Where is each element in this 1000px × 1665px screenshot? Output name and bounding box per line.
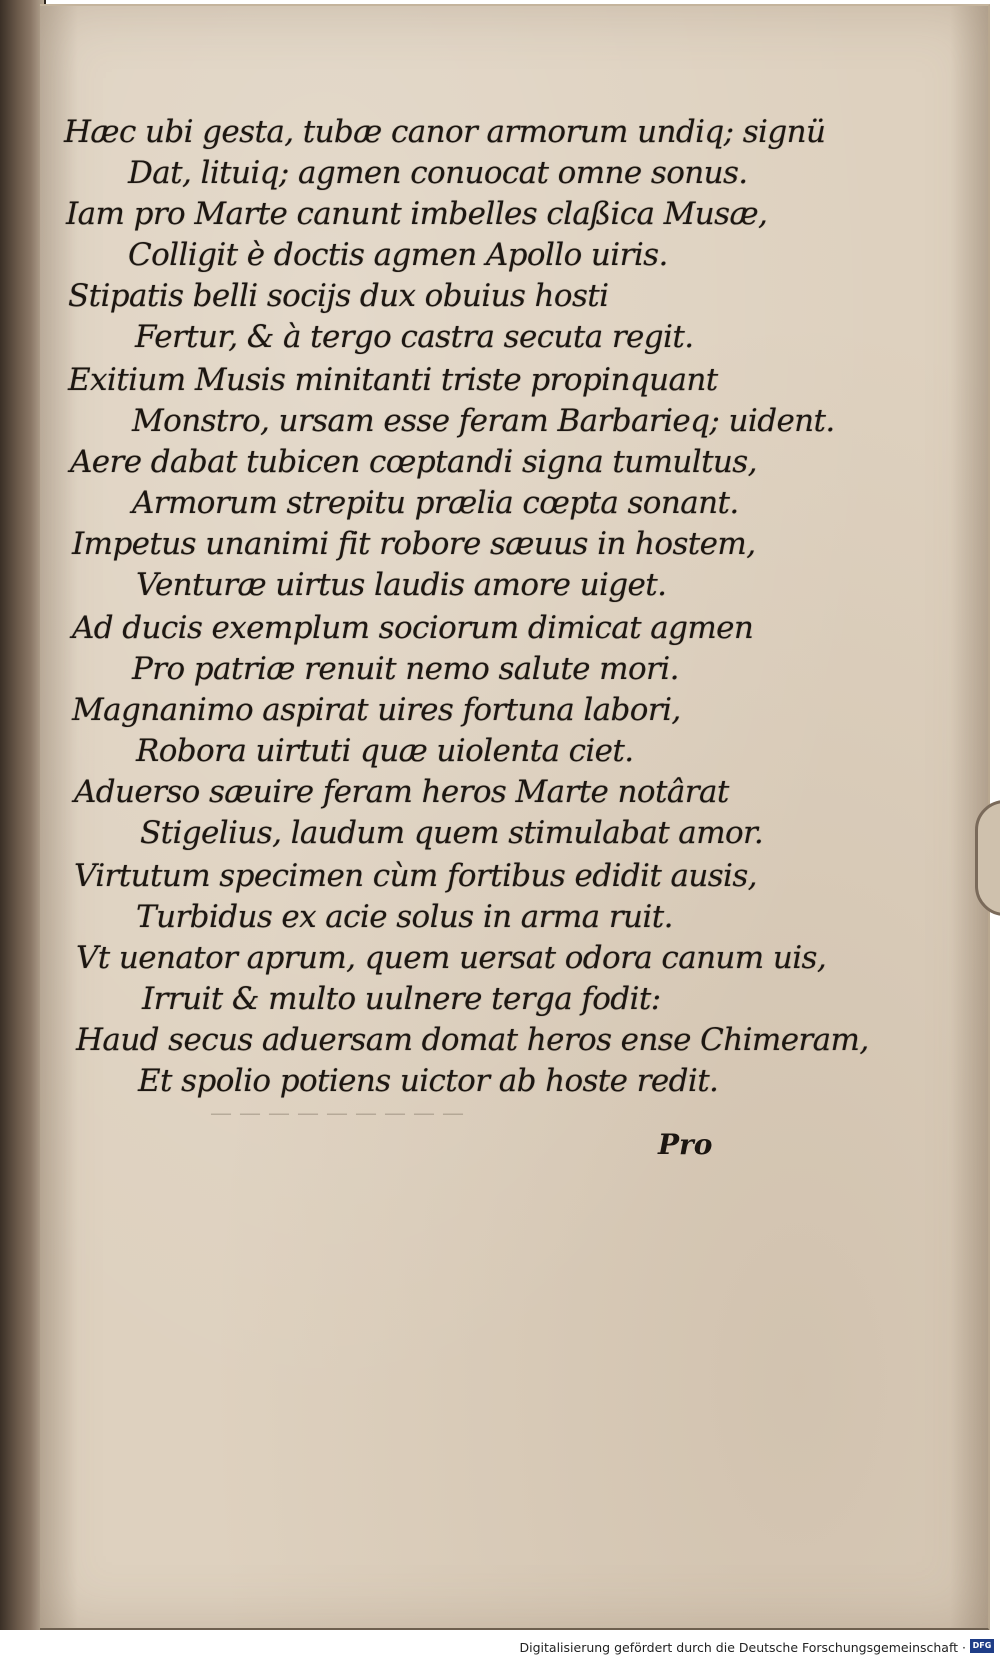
verse-line: Armorum strepitu prælia cœpta sonant. xyxy=(132,485,739,521)
verse-line: Fertur, & à tergo castra secuta regit. xyxy=(135,319,694,355)
verse-line: Haud secus aduersam domat heros ense Chimeram, xyxy=(76,1022,869,1058)
verse-line: Robora uirtuti quæ uiolenta ciet. xyxy=(136,733,634,769)
verse-line: Venturæ uirtus laudis amore uiget. xyxy=(136,567,667,603)
catchword: Pro xyxy=(658,1128,713,1161)
verse-line: Turbidus ex acie solus in arma ruit. xyxy=(136,899,673,935)
page-clasp xyxy=(975,800,1000,916)
verse-line: Magnanimo aspirat uires fortuna labori, xyxy=(72,692,681,728)
verse-line: Colligit è doctis agmen Apollo uiris. xyxy=(128,237,668,273)
show-through-text: — — — — — — — — — xyxy=(210,1101,464,1126)
funding-credit: Digitalisierung gefördert durch die Deutsche Forschungsgemeinschaft · xyxy=(519,1640,966,1655)
verse-line: Stipatis belli socijs dux obuius hosti xyxy=(68,278,609,314)
digitization-footer xyxy=(0,1630,1000,1665)
verse-line: Aduerso sæuire feram heros Marte notârat xyxy=(74,774,729,810)
verse-line: Monstro, ursam esse feram Barbarieq; uident. xyxy=(132,403,835,439)
verse-line: Stigelius, laudum quem stimulabat amor. xyxy=(140,815,764,851)
verse-line: Aere dabat tubicen cœptandi signa tumultus, xyxy=(70,444,757,480)
book-page xyxy=(40,4,990,1631)
verse-line: Ad ducis exemplum sociorum dimicat agmen xyxy=(72,610,754,646)
poem-text xyxy=(40,6,988,1628)
verse-line: Irruit & multo uulnere terga fodit: xyxy=(142,981,661,1017)
verse-line: Vt uenator aprum, quem uersat odora canum uis, xyxy=(76,940,827,976)
verse-line: Exitium Musis minitanti triste propinquant xyxy=(68,362,718,398)
verse-line: Et spolio potiens uictor ab hoste redit. xyxy=(138,1063,719,1099)
verse-line: Pro patriæ renuit nemo salute mori. xyxy=(132,651,679,687)
verse-line: Impetus unanimi fit robore sæuus in hostem, xyxy=(72,526,756,562)
dfg-logo: DFG xyxy=(970,1639,994,1653)
verse-line: Dat, lituiq; agmen conuocat omne sonus. xyxy=(128,155,748,191)
verse-line: Iam pro Marte canunt imbelles claßica Musæ, xyxy=(66,196,768,232)
verse-line: Hæc ubi gesta, tubæ canor armorum undiq; signü xyxy=(64,114,826,150)
verse-line: Virtutum specimen cùm fortibus edidit ausis, xyxy=(74,858,757,894)
